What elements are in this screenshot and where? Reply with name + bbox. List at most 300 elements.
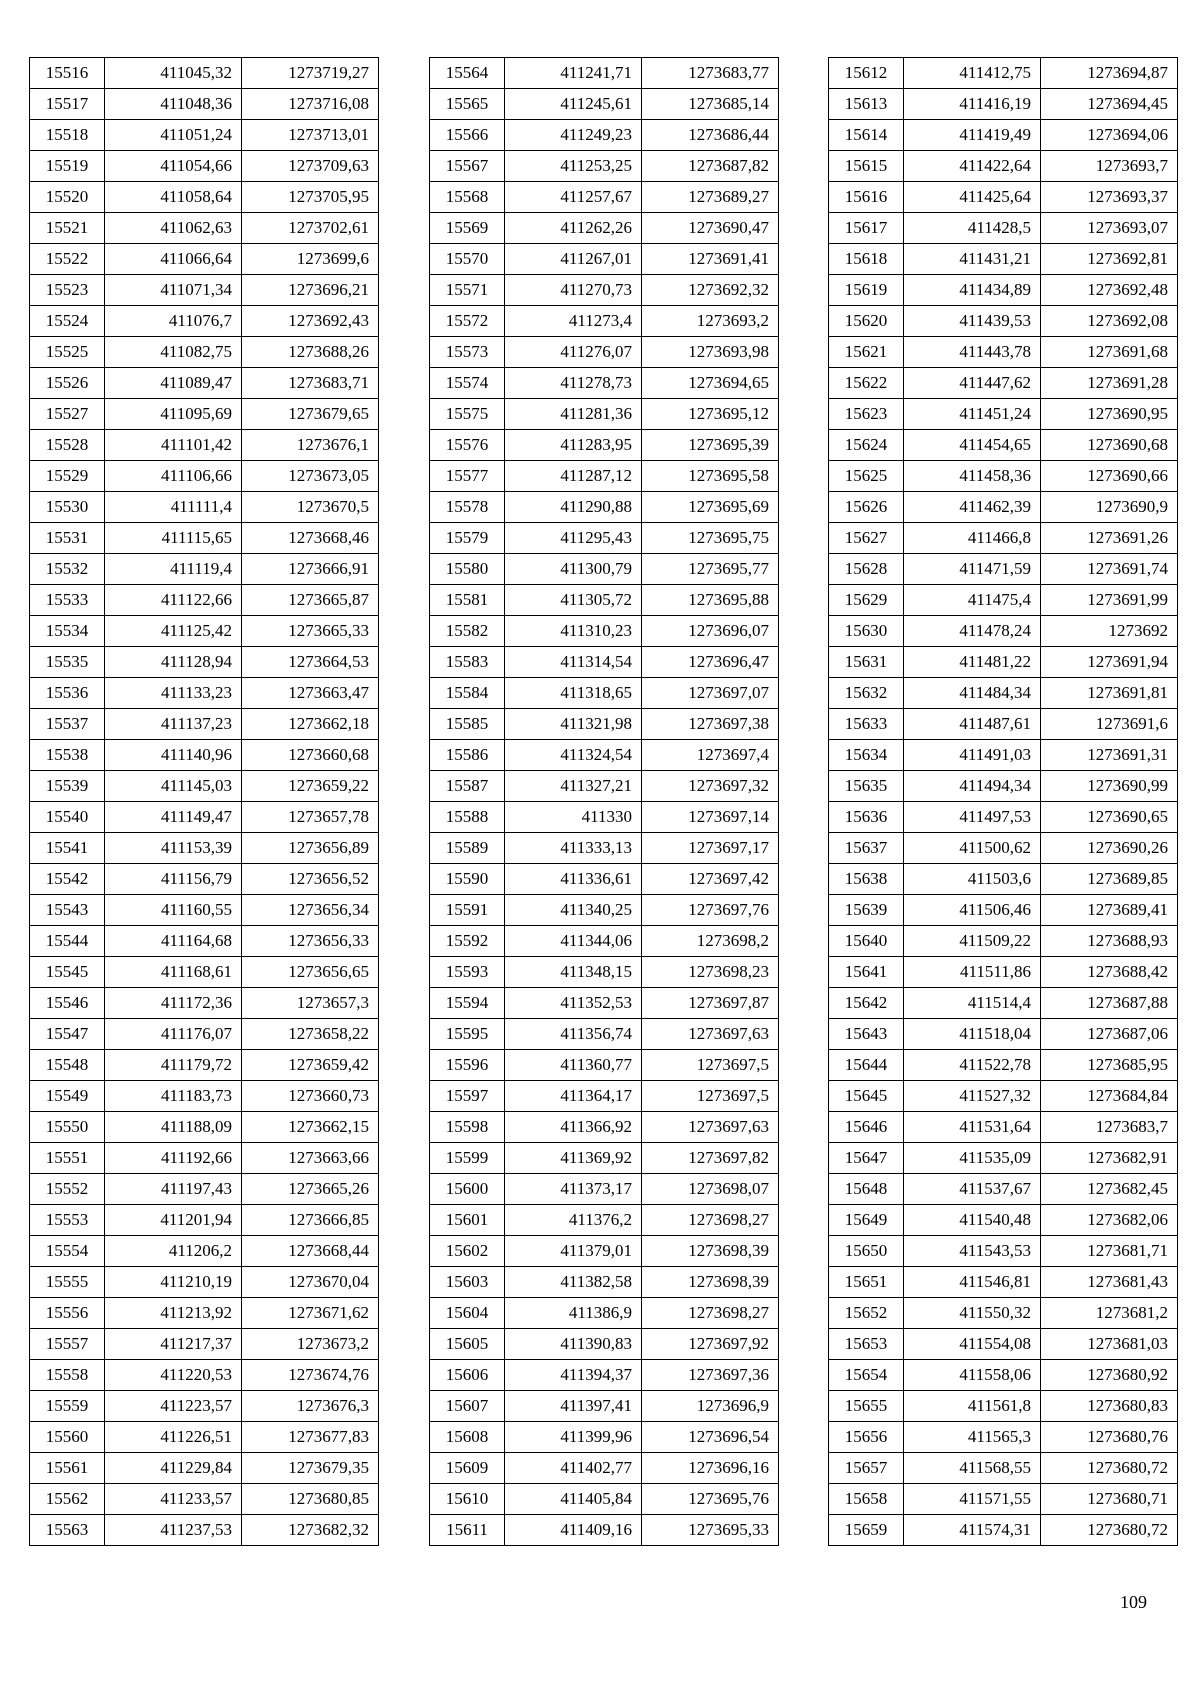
y-coordinate-cell: 1273670,04 bbox=[242, 1267, 379, 1298]
x-coordinate-cell: 411210,19 bbox=[105, 1267, 242, 1298]
point-number-cell: 15648 bbox=[829, 1174, 904, 1205]
x-coordinate-cell: 411095,69 bbox=[105, 399, 242, 430]
table-row bbox=[30, 244, 379, 275]
coordinate-table-3 bbox=[828, 57, 1178, 1546]
x-coordinate-cell: 411262,26 bbox=[505, 213, 642, 244]
point-number-cell: 15634 bbox=[829, 740, 904, 771]
table-row bbox=[829, 616, 1178, 647]
x-coordinate-cell: 411122,66 bbox=[105, 585, 242, 616]
table-row bbox=[430, 895, 779, 926]
y-coordinate-cell: 1273666,91 bbox=[242, 554, 379, 585]
page-number: 109 bbox=[1120, 1592, 1147, 1612]
y-coordinate-cell: 1273698,39 bbox=[642, 1267, 779, 1298]
point-number-cell: 15557 bbox=[30, 1329, 105, 1360]
y-coordinate-cell: 1273696,47 bbox=[642, 647, 779, 678]
point-number-cell: 15546 bbox=[30, 988, 105, 1019]
point-number-cell: 15608 bbox=[430, 1422, 505, 1453]
y-coordinate-cell: 1273657,78 bbox=[242, 802, 379, 833]
table-row bbox=[430, 1112, 779, 1143]
x-coordinate-cell: 411106,66 bbox=[105, 461, 242, 492]
table-row bbox=[430, 1267, 779, 1298]
table-row bbox=[30, 275, 379, 306]
table-row bbox=[430, 1391, 779, 1422]
x-coordinate-cell: 411310,23 bbox=[505, 616, 642, 647]
y-coordinate-cell: 1273656,65 bbox=[242, 957, 379, 988]
table-row bbox=[829, 709, 1178, 740]
x-coordinate-cell: 411179,72 bbox=[105, 1050, 242, 1081]
x-coordinate-cell: 411497,53 bbox=[904, 802, 1041, 833]
table-row bbox=[30, 585, 379, 616]
y-coordinate-cell: 1273698,2 bbox=[642, 926, 779, 957]
y-coordinate-cell: 1273659,22 bbox=[242, 771, 379, 802]
x-coordinate-cell: 411115,65 bbox=[105, 523, 242, 554]
y-coordinate-cell: 1273680,85 bbox=[242, 1484, 379, 1515]
table-row bbox=[30, 833, 379, 864]
x-coordinate-cell: 411409,16 bbox=[505, 1515, 642, 1546]
x-coordinate-cell: 411509,22 bbox=[904, 926, 1041, 957]
y-coordinate-cell: 1273697,63 bbox=[642, 1112, 779, 1143]
table-row bbox=[430, 1298, 779, 1329]
point-number-cell: 15621 bbox=[829, 337, 904, 368]
x-coordinate-cell: 411324,54 bbox=[505, 740, 642, 771]
y-coordinate-cell: 1273696,54 bbox=[642, 1422, 779, 1453]
y-coordinate-cell: 1273695,39 bbox=[642, 430, 779, 461]
point-number-cell: 15659 bbox=[829, 1515, 904, 1546]
table-row bbox=[829, 802, 1178, 833]
point-number-cell: 15541 bbox=[30, 833, 105, 864]
table-row bbox=[30, 213, 379, 244]
point-number-cell: 15638 bbox=[829, 864, 904, 895]
y-coordinate-cell: 1273677,83 bbox=[242, 1422, 379, 1453]
table-row bbox=[829, 1050, 1178, 1081]
y-coordinate-cell: 1273691,99 bbox=[1041, 585, 1178, 616]
table-row bbox=[430, 1143, 779, 1174]
x-coordinate-cell: 411419,49 bbox=[904, 120, 1041, 151]
y-coordinate-cell: 1273697,76 bbox=[642, 895, 779, 926]
point-number-cell: 15526 bbox=[30, 368, 105, 399]
x-coordinate-cell: 411561,8 bbox=[904, 1391, 1041, 1422]
y-coordinate-cell: 1273697,42 bbox=[642, 864, 779, 895]
point-number-cell: 15584 bbox=[430, 678, 505, 709]
point-number-cell: 15658 bbox=[829, 1484, 904, 1515]
y-coordinate-cell: 1273685,95 bbox=[1041, 1050, 1178, 1081]
x-coordinate-cell: 411366,92 bbox=[505, 1112, 642, 1143]
table-row bbox=[430, 306, 779, 337]
y-coordinate-cell: 1273693,2 bbox=[642, 306, 779, 337]
table-row bbox=[829, 1236, 1178, 1267]
point-number-cell: 15545 bbox=[30, 957, 105, 988]
table-row bbox=[430, 120, 779, 151]
point-number-cell: 15628 bbox=[829, 554, 904, 585]
x-coordinate-cell: 411543,53 bbox=[904, 1236, 1041, 1267]
table-row bbox=[430, 771, 779, 802]
x-coordinate-cell: 411217,37 bbox=[105, 1329, 242, 1360]
table-row bbox=[430, 89, 779, 120]
table-row bbox=[430, 1236, 779, 1267]
point-number-cell: 15607 bbox=[430, 1391, 505, 1422]
x-coordinate-cell: 411443,78 bbox=[904, 337, 1041, 368]
table-row bbox=[829, 461, 1178, 492]
point-number-cell: 15624 bbox=[829, 430, 904, 461]
x-coordinate-cell: 411314,54 bbox=[505, 647, 642, 678]
point-number-cell: 15575 bbox=[430, 399, 505, 430]
table-row bbox=[430, 802, 779, 833]
table-row bbox=[829, 1360, 1178, 1391]
y-coordinate-cell: 1273673,05 bbox=[242, 461, 379, 492]
x-coordinate-cell: 411360,77 bbox=[505, 1050, 642, 1081]
y-coordinate-cell: 1273665,87 bbox=[242, 585, 379, 616]
point-number-cell: 15543 bbox=[30, 895, 105, 926]
table-row bbox=[829, 1019, 1178, 1050]
point-number-cell: 15574 bbox=[430, 368, 505, 399]
point-number-cell: 15525 bbox=[30, 337, 105, 368]
table-row bbox=[430, 1081, 779, 1112]
x-coordinate-cell: 411379,01 bbox=[505, 1236, 642, 1267]
table-row bbox=[430, 182, 779, 213]
point-number-cell: 15651 bbox=[829, 1267, 904, 1298]
point-number-cell: 15563 bbox=[30, 1515, 105, 1546]
x-coordinate-cell: 411491,03 bbox=[904, 740, 1041, 771]
x-coordinate-cell: 411390,83 bbox=[505, 1329, 642, 1360]
point-number-cell: 15573 bbox=[430, 337, 505, 368]
table-row bbox=[829, 740, 1178, 771]
x-coordinate-cell: 411223,57 bbox=[105, 1391, 242, 1422]
table-row bbox=[829, 1143, 1178, 1174]
table-row bbox=[829, 1267, 1178, 1298]
x-coordinate-cell: 411156,79 bbox=[105, 864, 242, 895]
point-number-cell: 15606 bbox=[430, 1360, 505, 1391]
point-number-cell: 15614 bbox=[829, 120, 904, 151]
x-coordinate-cell: 411554,08 bbox=[904, 1329, 1041, 1360]
table-row bbox=[829, 1484, 1178, 1515]
point-number-cell: 15560 bbox=[30, 1422, 105, 1453]
point-number-cell: 15603 bbox=[430, 1267, 505, 1298]
table-row bbox=[430, 275, 779, 306]
table-row bbox=[30, 58, 379, 89]
x-coordinate-cell: 411503,6 bbox=[904, 864, 1041, 895]
point-number-cell: 15610 bbox=[430, 1484, 505, 1515]
x-coordinate-cell: 411546,81 bbox=[904, 1267, 1041, 1298]
point-number-cell: 15529 bbox=[30, 461, 105, 492]
point-number-cell: 15572 bbox=[430, 306, 505, 337]
point-number-cell: 15650 bbox=[829, 1236, 904, 1267]
x-coordinate-cell: 411571,55 bbox=[904, 1484, 1041, 1515]
table-row bbox=[30, 1515, 379, 1546]
y-coordinate-cell: 1273680,76 bbox=[1041, 1422, 1178, 1453]
table-row bbox=[30, 1484, 379, 1515]
point-number-cell: 15562 bbox=[30, 1484, 105, 1515]
x-coordinate-cell: 411133,23 bbox=[105, 678, 242, 709]
table-row bbox=[430, 337, 779, 368]
table-row bbox=[30, 678, 379, 709]
point-number-cell: 15579 bbox=[430, 523, 505, 554]
y-coordinate-cell: 1273692,08 bbox=[1041, 306, 1178, 337]
y-coordinate-cell: 1273682,91 bbox=[1041, 1143, 1178, 1174]
y-coordinate-cell: 1273713,01 bbox=[242, 120, 379, 151]
table-row bbox=[829, 275, 1178, 306]
x-coordinate-cell: 411101,42 bbox=[105, 430, 242, 461]
x-coordinate-cell: 411082,75 bbox=[105, 337, 242, 368]
y-coordinate-cell: 1273670,5 bbox=[242, 492, 379, 523]
x-coordinate-cell: 411276,07 bbox=[505, 337, 642, 368]
x-coordinate-cell: 411327,21 bbox=[505, 771, 642, 802]
x-coordinate-cell: 411458,36 bbox=[904, 461, 1041, 492]
point-number-cell: 15600 bbox=[430, 1174, 505, 1205]
y-coordinate-cell: 1273680,83 bbox=[1041, 1391, 1178, 1422]
point-number-cell: 15599 bbox=[430, 1143, 505, 1174]
table-row bbox=[30, 1112, 379, 1143]
x-coordinate-cell: 411226,51 bbox=[105, 1422, 242, 1453]
x-coordinate-cell: 411119,4 bbox=[105, 554, 242, 585]
table-row bbox=[430, 1360, 779, 1391]
y-coordinate-cell: 1273696,07 bbox=[642, 616, 779, 647]
y-coordinate-cell: 1273698,27 bbox=[642, 1298, 779, 1329]
x-coordinate-cell: 411518,04 bbox=[904, 1019, 1041, 1050]
point-number-cell: 15534 bbox=[30, 616, 105, 647]
y-coordinate-cell: 1273694,06 bbox=[1041, 120, 1178, 151]
x-coordinate-cell: 411506,46 bbox=[904, 895, 1041, 926]
y-coordinate-cell: 1273698,39 bbox=[642, 1236, 779, 1267]
point-number-cell: 15633 bbox=[829, 709, 904, 740]
point-number-cell: 15609 bbox=[430, 1453, 505, 1484]
x-coordinate-cell: 411160,55 bbox=[105, 895, 242, 926]
table-row bbox=[829, 957, 1178, 988]
table-row bbox=[30, 1267, 379, 1298]
point-number-cell: 15570 bbox=[430, 244, 505, 275]
point-number-cell: 15637 bbox=[829, 833, 904, 864]
x-coordinate-cell: 411168,61 bbox=[105, 957, 242, 988]
point-number-cell: 15597 bbox=[430, 1081, 505, 1112]
x-coordinate-cell: 411397,41 bbox=[505, 1391, 642, 1422]
point-number-cell: 15592 bbox=[430, 926, 505, 957]
point-number-cell: 15535 bbox=[30, 647, 105, 678]
y-coordinate-cell: 1273691,94 bbox=[1041, 647, 1178, 678]
table-row bbox=[430, 740, 779, 771]
x-coordinate-cell: 411270,73 bbox=[505, 275, 642, 306]
table-row bbox=[30, 399, 379, 430]
table-row bbox=[829, 58, 1178, 89]
x-coordinate-cell: 411318,65 bbox=[505, 678, 642, 709]
y-coordinate-cell: 1273685,14 bbox=[642, 89, 779, 120]
x-coordinate-cell: 411422,64 bbox=[904, 151, 1041, 182]
x-coordinate-cell: 411369,92 bbox=[505, 1143, 642, 1174]
y-coordinate-cell: 1273659,42 bbox=[242, 1050, 379, 1081]
x-coordinate-cell: 411394,37 bbox=[505, 1360, 642, 1391]
x-coordinate-cell: 411253,25 bbox=[505, 151, 642, 182]
x-coordinate-cell: 411402,77 bbox=[505, 1453, 642, 1484]
y-coordinate-cell: 1273697,4 bbox=[642, 740, 779, 771]
x-coordinate-cell: 411405,84 bbox=[505, 1484, 642, 1515]
y-coordinate-cell: 1273668,44 bbox=[242, 1236, 379, 1267]
table-row bbox=[829, 1298, 1178, 1329]
x-coordinate-cell: 411481,22 bbox=[904, 647, 1041, 678]
point-number-cell: 15629 bbox=[829, 585, 904, 616]
y-coordinate-cell: 1273656,34 bbox=[242, 895, 379, 926]
table-row bbox=[30, 151, 379, 182]
table-row bbox=[430, 1050, 779, 1081]
y-coordinate-cell: 1273691,6 bbox=[1041, 709, 1178, 740]
table-row bbox=[30, 802, 379, 833]
y-coordinate-cell: 1273705,95 bbox=[242, 182, 379, 213]
y-coordinate-cell: 1273668,46 bbox=[242, 523, 379, 554]
x-coordinate-cell: 411153,39 bbox=[105, 833, 242, 864]
table-row bbox=[30, 1019, 379, 1050]
x-coordinate-cell: 411281,36 bbox=[505, 399, 642, 430]
y-coordinate-cell: 1273680,92 bbox=[1041, 1360, 1178, 1391]
coordinate-table-2 bbox=[429, 57, 779, 1546]
y-coordinate-cell: 1273694,45 bbox=[1041, 89, 1178, 120]
table-row bbox=[430, 399, 779, 430]
x-coordinate-cell: 411140,96 bbox=[105, 740, 242, 771]
table-row bbox=[430, 213, 779, 244]
point-number-cell: 15536 bbox=[30, 678, 105, 709]
y-coordinate-cell: 1273679,35 bbox=[242, 1453, 379, 1484]
y-coordinate-cell: 1273688,93 bbox=[1041, 926, 1178, 957]
table-row bbox=[829, 306, 1178, 337]
y-coordinate-cell: 1273680,72 bbox=[1041, 1453, 1178, 1484]
y-coordinate-cell: 1273674,76 bbox=[242, 1360, 379, 1391]
point-number-cell: 15531 bbox=[30, 523, 105, 554]
point-number-cell: 15643 bbox=[829, 1019, 904, 1050]
x-coordinate-cell: 411237,53 bbox=[105, 1515, 242, 1546]
table-row bbox=[30, 1453, 379, 1484]
x-coordinate-cell: 411051,24 bbox=[105, 120, 242, 151]
table-row bbox=[430, 1484, 779, 1515]
y-coordinate-cell: 1273690,47 bbox=[642, 213, 779, 244]
point-number-cell: 15623 bbox=[829, 399, 904, 430]
point-number-cell: 15593 bbox=[430, 957, 505, 988]
table-row bbox=[430, 430, 779, 461]
point-number-cell: 15538 bbox=[30, 740, 105, 771]
point-number-cell: 15636 bbox=[829, 802, 904, 833]
y-coordinate-cell: 1273695,88 bbox=[642, 585, 779, 616]
y-coordinate-cell: 1273693,98 bbox=[642, 337, 779, 368]
table-row bbox=[30, 1329, 379, 1360]
point-number-cell: 15605 bbox=[430, 1329, 505, 1360]
x-coordinate-cell: 411333,13 bbox=[505, 833, 642, 864]
x-coordinate-cell: 411137,23 bbox=[105, 709, 242, 740]
table-row bbox=[30, 523, 379, 554]
y-coordinate-cell: 1273694,65 bbox=[642, 368, 779, 399]
y-coordinate-cell: 1273709,63 bbox=[242, 151, 379, 182]
point-number-cell: 15640 bbox=[829, 926, 904, 957]
point-number-cell: 15657 bbox=[829, 1453, 904, 1484]
table-row bbox=[430, 616, 779, 647]
x-coordinate-cell: 411558,06 bbox=[904, 1360, 1041, 1391]
y-coordinate-cell: 1273696,21 bbox=[242, 275, 379, 306]
point-number-cell: 15611 bbox=[430, 1515, 505, 1546]
table-row bbox=[829, 585, 1178, 616]
table-row bbox=[829, 1205, 1178, 1236]
x-coordinate-cell: 411382,58 bbox=[505, 1267, 642, 1298]
table-row bbox=[430, 1453, 779, 1484]
table-row bbox=[30, 368, 379, 399]
x-coordinate-cell: 411321,98 bbox=[505, 709, 642, 740]
point-number-cell: 15537 bbox=[30, 709, 105, 740]
table-row bbox=[430, 926, 779, 957]
point-number-cell: 15612 bbox=[829, 58, 904, 89]
y-coordinate-cell: 1273662,18 bbox=[242, 709, 379, 740]
y-coordinate-cell: 1273689,85 bbox=[1041, 864, 1178, 895]
table-row bbox=[829, 244, 1178, 275]
table-row bbox=[829, 1422, 1178, 1453]
y-coordinate-cell: 1273698,27 bbox=[642, 1205, 779, 1236]
table-row bbox=[829, 988, 1178, 1019]
y-coordinate-cell: 1273688,26 bbox=[242, 337, 379, 368]
point-number-cell: 15652 bbox=[829, 1298, 904, 1329]
table-row bbox=[30, 740, 379, 771]
y-coordinate-cell: 1273693,37 bbox=[1041, 182, 1178, 213]
point-number-cell: 15646 bbox=[829, 1112, 904, 1143]
y-coordinate-cell: 1273695,33 bbox=[642, 1515, 779, 1546]
point-number-cell: 15567 bbox=[430, 151, 505, 182]
y-coordinate-cell: 1273691,31 bbox=[1041, 740, 1178, 771]
point-number-cell: 15649 bbox=[829, 1205, 904, 1236]
y-coordinate-cell: 1273697,38 bbox=[642, 709, 779, 740]
table-row bbox=[430, 833, 779, 864]
table-row bbox=[430, 1174, 779, 1205]
x-coordinate-cell: 411220,53 bbox=[105, 1360, 242, 1391]
x-coordinate-cell: 411336,61 bbox=[505, 864, 642, 895]
y-coordinate-cell: 1273681,43 bbox=[1041, 1267, 1178, 1298]
coordinate-table-1 bbox=[29, 57, 379, 1546]
table-row bbox=[829, 120, 1178, 151]
table-row bbox=[430, 368, 779, 399]
point-number-cell: 15517 bbox=[30, 89, 105, 120]
point-number-cell: 15626 bbox=[829, 492, 904, 523]
y-coordinate-cell: 1273673,2 bbox=[242, 1329, 379, 1360]
point-number-cell: 15564 bbox=[430, 58, 505, 89]
x-coordinate-cell: 411373,17 bbox=[505, 1174, 642, 1205]
y-coordinate-cell: 1273682,06 bbox=[1041, 1205, 1178, 1236]
point-number-cell: 15555 bbox=[30, 1267, 105, 1298]
x-coordinate-cell: 411471,59 bbox=[904, 554, 1041, 585]
x-coordinate-cell: 411565,3 bbox=[904, 1422, 1041, 1453]
y-coordinate-cell: 1273664,53 bbox=[242, 647, 379, 678]
x-coordinate-cell: 411451,24 bbox=[904, 399, 1041, 430]
y-coordinate-cell: 1273679,65 bbox=[242, 399, 379, 430]
x-coordinate-cell: 411500,62 bbox=[904, 833, 1041, 864]
point-number-cell: 15549 bbox=[30, 1081, 105, 1112]
table-row bbox=[430, 58, 779, 89]
point-number-cell: 15542 bbox=[30, 864, 105, 895]
table-row bbox=[430, 709, 779, 740]
y-coordinate-cell: 1273663,66 bbox=[242, 1143, 379, 1174]
table-row bbox=[829, 647, 1178, 678]
table-row bbox=[30, 616, 379, 647]
y-coordinate-cell: 1273695,69 bbox=[642, 492, 779, 523]
point-number-cell: 15540 bbox=[30, 802, 105, 833]
point-number-cell: 15518 bbox=[30, 120, 105, 151]
point-number-cell: 15583 bbox=[430, 647, 505, 678]
table-row bbox=[430, 461, 779, 492]
point-number-cell: 15598 bbox=[430, 1112, 505, 1143]
y-coordinate-cell: 1273697,07 bbox=[642, 678, 779, 709]
table-row bbox=[30, 89, 379, 120]
y-coordinate-cell: 1273689,41 bbox=[1041, 895, 1178, 926]
table-row bbox=[430, 864, 779, 895]
table-row bbox=[430, 1422, 779, 1453]
y-coordinate-cell: 1273697,87 bbox=[642, 988, 779, 1019]
x-coordinate-cell: 411352,53 bbox=[505, 988, 642, 1019]
y-coordinate-cell: 1273682,32 bbox=[242, 1515, 379, 1546]
y-coordinate-cell: 1273690,26 bbox=[1041, 833, 1178, 864]
x-coordinate-cell: 411257,67 bbox=[505, 182, 642, 213]
y-coordinate-cell: 1273692 bbox=[1041, 616, 1178, 647]
x-coordinate-cell: 411149,47 bbox=[105, 802, 242, 833]
y-coordinate-cell: 1273691,68 bbox=[1041, 337, 1178, 368]
point-number-cell: 15587 bbox=[430, 771, 505, 802]
